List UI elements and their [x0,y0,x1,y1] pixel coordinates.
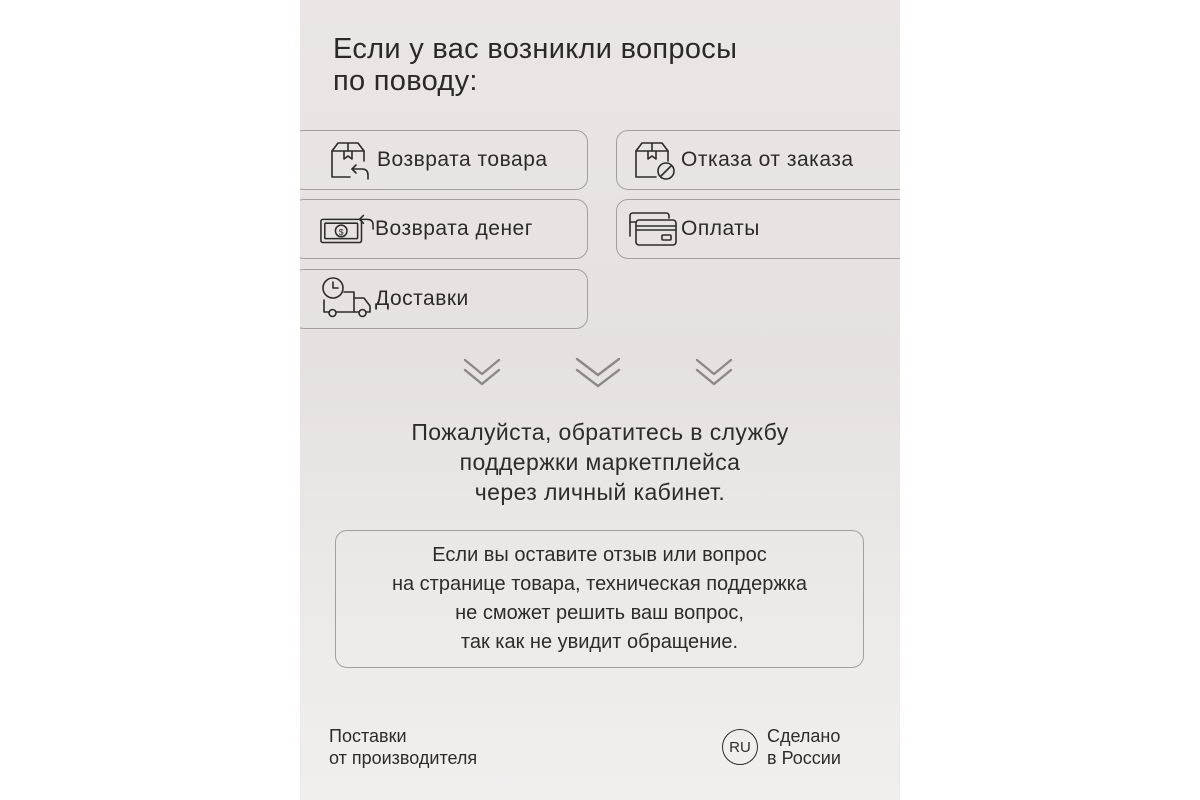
review-warning-box [335,530,864,668]
review-warning-line-4: так как не увидит обращение. [460,631,739,653]
review-warning-line-3: не сможет решить ваш вопрос, [455,602,744,624]
topic-delivery-label: Доставки [375,287,469,310]
topic-delivery-button[interactable] [300,269,588,329]
page-title [333,33,853,97]
made-in-russia-text [767,725,841,769]
box-return-icon [321,138,377,182]
footer-right-line-1: Сделано [767,726,841,746]
topic-payment-button[interactable] [616,199,900,259]
footer-left-line-2: от производителя [329,748,478,768]
title-line-2: по поводу: [333,65,478,97]
title-line-1: Если у вас возникли вопросы [333,33,738,65]
support-message-line-3: через личный кабинет. [474,479,726,505]
review-warning-line-1: Если вы оставите отзыв или вопрос [432,544,767,566]
svg-text:$: $ [338,226,344,237]
money-return-icon [319,207,375,251]
footer-left-line-1: Поставки [329,726,407,746]
made-in-russia [722,725,841,769]
topic-return-goods-button[interactable] [300,130,588,190]
box-cancel-icon [625,138,681,182]
review-warning-line-2: на странице товара, техническая поддержка [391,573,808,595]
topic-return-goods-label: Возврата товара [377,148,548,171]
footer-supplier-note [329,725,477,769]
double-chevron-down-icon [462,354,502,388]
topic-cancel-order-label: Отказа от заказа [681,148,854,171]
topic-return-money-button[interactable] [300,199,588,259]
ru-badge-icon: RU [722,729,758,765]
support-message-line-1: Пожалуйста, обратитесь в службу [411,419,789,445]
topic-cancel-order-button[interactable] [616,130,900,190]
support-message [300,417,900,507]
double-chevron-down-icon [574,354,622,390]
delivery-truck-icon [319,277,375,321]
support-message-line-2: поддержки маркетплейса [459,449,741,475]
topic-payment-label: Оплаты [681,217,760,240]
topic-return-money-label: Возврата денег [375,217,533,240]
footer-right-line-2: в России [767,748,841,768]
info-card [300,0,900,800]
double-chevron-down-icon [694,354,734,388]
credit-cards-icon [625,207,681,251]
